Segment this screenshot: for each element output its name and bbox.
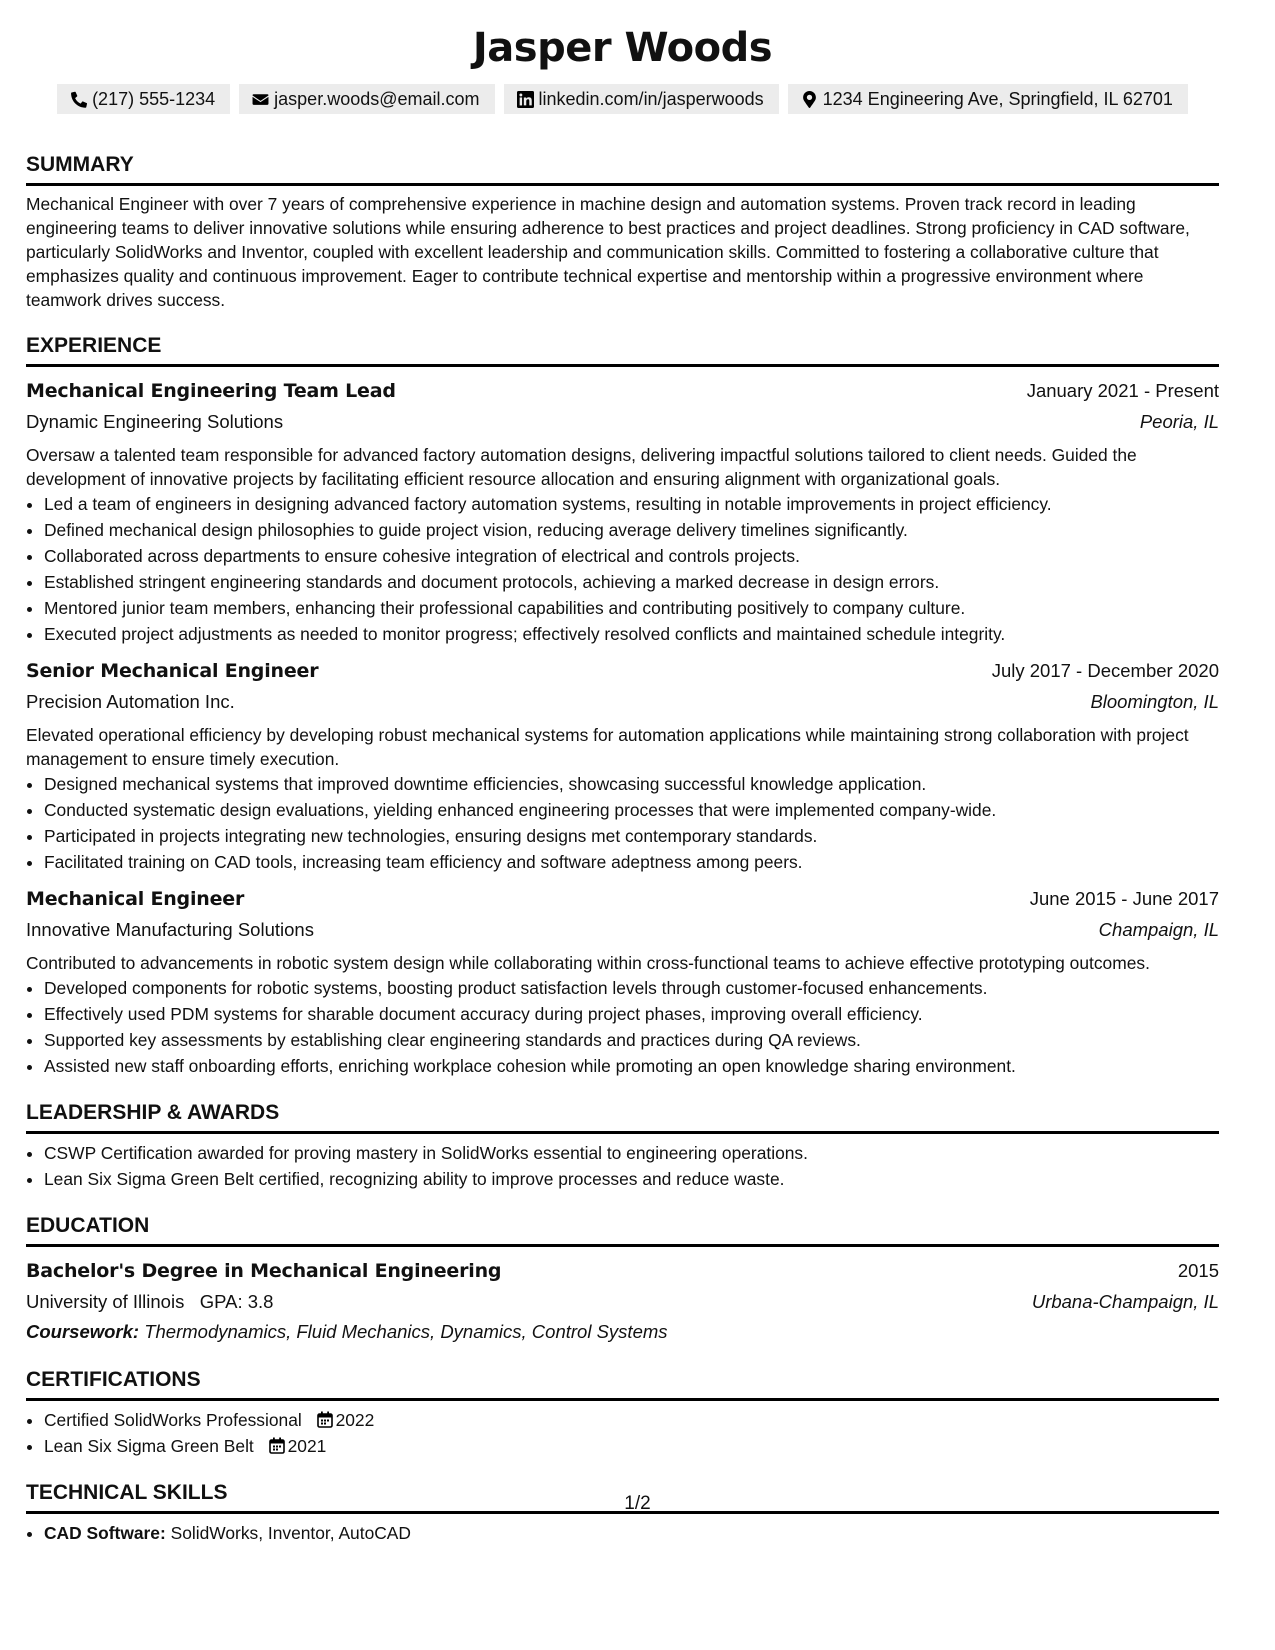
list-item: • Defined mechanical design philosophies to guide project vision, reducing average delivery timelines significantly. <box>44 517 1219 543</box>
coursework-label: Coursework: <box>26 1321 140 1342</box>
map-pin-icon <box>801 91 818 108</box>
email-text: jasper.woods@email.com <box>274 89 480 109</box>
degree: Bachelor's Degree in Mechanical Engineering <box>26 1260 502 1282</box>
job-title: Mechanical Engineer <box>26 888 245 910</box>
section-title: CERTIFICATIONS <box>26 1366 1219 1401</box>
certifications-list <box>26 1407 1219 1459</box>
education-section <box>26 1212 1219 1346</box>
certification-year: 2021 <box>287 1436 327 1456</box>
list-item: • Supported key assessments by establishing clear engineering standards and practices during QA reviews. <box>44 1027 1219 1053</box>
skill-category: CAD Software: <box>44 1523 166 1543</box>
school-info <box>26 1287 273 1317</box>
candidate-name: Jasper Woods <box>472 25 773 71</box>
awards-section <box>26 1099 1219 1192</box>
gpa: GPA: 3.8 <box>199 1291 274 1312</box>
list-item: • Executed project adjustments as needed to monitor progress; effectively resolved conflicts and maintained schedule integrity. <box>44 621 1219 647</box>
company-name: Innovative Manufacturing Solutions <box>26 919 314 940</box>
linkedin-text: linkedin.com/in/jasperwoods <box>538 89 764 109</box>
certification-name: Lean Six Sigma Green Belt <box>44 1436 254 1456</box>
job-location: Champaign, IL <box>1098 919 1219 940</box>
list-item: • Lean Six Sigma Green Belt certified, recognizing ability to improve processes and reduce waste. <box>44 1166 1219 1192</box>
skills-list <box>26 1520 1219 1546</box>
section-title: SUMMARY <box>26 151 1219 186</box>
contact-phone <box>57 84 230 114</box>
contact-email <box>239 84 494 114</box>
page-number: 1/2 <box>624 1493 651 1514</box>
summary-section <box>26 151 1219 312</box>
skill-values: SolidWorks, Inventor, AutoCAD <box>170 1523 411 1543</box>
linkedin-icon <box>517 91 534 108</box>
contact-linkedin <box>504 84 779 114</box>
job-summary: Elevated operational efficiency by developing robust mechanical systems for automation applications while maintaining strong collaboration with project management to ensure timely execution. <box>26 725 1189 769</box>
job-entry <box>26 883 1219 1079</box>
school-name: University of Illinois <box>26 1291 185 1312</box>
calendar-icon <box>317 1411 333 1428</box>
envelope-icon <box>252 91 269 108</box>
job-location: Peoria, IL <box>1139 411 1219 432</box>
job-location: Bloomington, IL <box>1090 691 1219 712</box>
certification-year: 2022 <box>335 1410 375 1430</box>
certifications-section <box>26 1366 1219 1459</box>
job-entry <box>26 655 1219 875</box>
job-bullets <box>26 975 1219 1079</box>
job-dates: June 2015 - June 2017 <box>1029 888 1219 909</box>
job-title: Senior Mechanical Engineer <box>26 660 319 682</box>
list-item: • Facilitated training on CAD tools, increasing team efficiency and software adeptness among peers. <box>44 849 1219 875</box>
school-location: Urbana-Champaign, IL <box>1031 1291 1219 1312</box>
phone-text: (217) 555-1234 <box>92 89 216 109</box>
coursework-list: Thermodynamics, Fluid Mechanics, Dynamics, Control Systems <box>144 1321 668 1342</box>
job-dates: July 2017 - December 2020 <box>991 660 1219 681</box>
job-summary: Contributed to advancements in robotic system design while collaborating within cross-functional teams to achieve effective prototyping outcomes. <box>26 953 1150 973</box>
list-item: • Conducted systematic design evaluations, yielding enhanced engineering processes that were implemented company-wide. <box>44 797 1219 823</box>
list-item: • Participated in projects integrating new technologies, ensuring designs met contemporary standards. <box>44 823 1219 849</box>
experience-section <box>26 332 1219 1079</box>
coursework <box>26 1317 1219 1346</box>
calendar-icon <box>269 1437 285 1454</box>
summary-text: Mechanical Engineer with over 7 years of comprehensive experience in machine design and automation systems. Proven track record in leading engineering teams to deliver innovative solutions while ensuring adherence to best practices and project deadlines. Strong proficiency in CAD software, particularly SolidWorks and Inventor, coupled with excellent leadership and communication skills. Committed to fostering a collaborative culture that emphasizes quality and continuous improvement. Eager to contribute technical expertise and mentorship within a progressive environment where teamwork drives success. <box>26 194 1190 310</box>
graduation-year: 2015 <box>1177 1260 1219 1281</box>
contact-address <box>788 84 1188 114</box>
list-item: • Developed components for robotic systems, boosting product satisfaction levels through customer-focused enhancements. <box>44 975 1219 1001</box>
list-item <box>44 1407 1219 1433</box>
job-dates: January 2021 - Present <box>1026 380 1219 401</box>
section-title: LEADERSHIP & AWARDS <box>26 1099 1219 1134</box>
list-item: • CSWP Certification awarded for proving mastery in SolidWorks essential to engineering operations. <box>44 1140 1219 1166</box>
list-item: • Established stringent engineering standards and document protocols, achieving a marked decrease in design errors. <box>44 569 1219 595</box>
list-item <box>44 1520 1219 1546</box>
list-item: • Collaborated across departments to ensure cohesive integration of electrical and controls projects. <box>44 543 1219 569</box>
job-title: Mechanical Engineering Team Lead <box>26 380 396 402</box>
list-item: • Mentored junior team members, enhancing their professional capabilities and contributing positively to company culture. <box>44 595 1219 621</box>
list-item: • Assisted new staff onboarding efforts, enriching workplace cohesion while promoting an open knowledge sharing environment. <box>44 1053 1219 1079</box>
certification-name: Certified SolidWorks Professional <box>44 1410 302 1430</box>
section-title: TECHNICAL SKILLS <box>26 1479 1219 1514</box>
phone-icon <box>70 91 87 108</box>
address-text: 1234 Engineering Ave, Springfield, IL 62701 <box>822 89 1173 109</box>
job-entry <box>26 375 1219 647</box>
education-entry <box>26 1255 1219 1346</box>
awards-list <box>26 1140 1219 1192</box>
section-title: EDUCATION <box>26 1212 1219 1247</box>
job-summary: Oversaw a talented team responsible for advanced factory automation designs, delivering impactful solutions tailored to client needs. Guided the development of innovative projects by facilitating efficient resource allocation and ensuring alignment with organizational goals. <box>26 445 1137 489</box>
contact-bar <box>26 84 1219 114</box>
list-item <box>44 1433 1219 1459</box>
job-bullets <box>26 771 1219 875</box>
section-title: EXPERIENCE <box>26 332 1219 367</box>
list-item: • Led a team of engineers in designing advanced factory automation systems, resulting in notable improvements in project efficiency. <box>44 491 1219 517</box>
job-bullets <box>26 491 1219 647</box>
company-name: Dynamic Engineering Solutions <box>26 411 284 432</box>
list-item: • Designed mechanical systems that improved downtime efficiencies, showcasing successful knowledge application. <box>44 771 1219 797</box>
list-item: • Effectively used PDM systems for sharable document accuracy during project phases, improving overall efficiency. <box>44 1001 1219 1027</box>
company-name: Precision Automation Inc. <box>26 691 235 712</box>
